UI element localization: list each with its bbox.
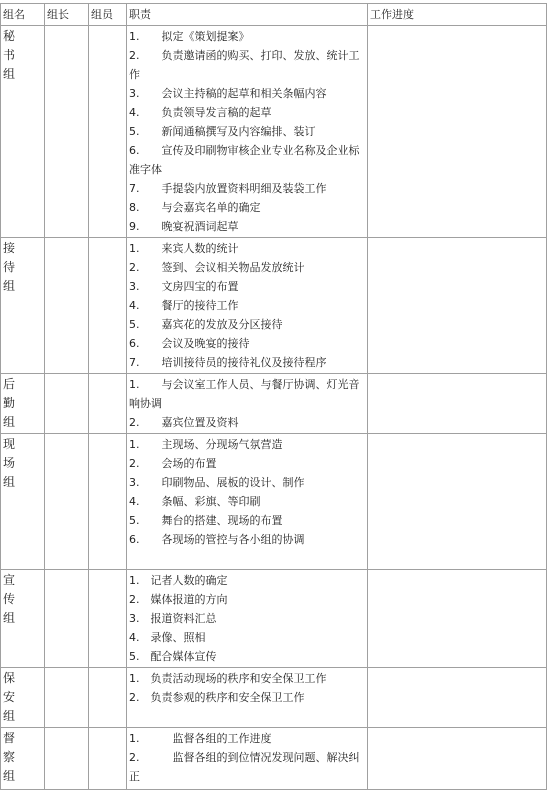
member-cell bbox=[89, 374, 127, 434]
duty-item: 4. 条幅、彩旗、等印刷 bbox=[129, 495, 261, 508]
duties-cell bbox=[127, 434, 368, 570]
duty-table bbox=[0, 3, 547, 790]
progress-cell bbox=[368, 374, 547, 434]
duty-item: 2. 签到、会议相关物品发放统计 bbox=[129, 261, 305, 274]
duty-item: 1. 记者人数的确定 bbox=[129, 574, 228, 587]
group-name-cell bbox=[1, 26, 45, 238]
table-row bbox=[1, 728, 547, 790]
table-row bbox=[1, 434, 547, 570]
duty-item: 4. 餐厅的接待工作 bbox=[129, 299, 239, 312]
leader-cell bbox=[45, 434, 89, 570]
duty-item: 5. 舞台的搭建、现场的布置 bbox=[129, 514, 283, 527]
leader-cell bbox=[45, 728, 89, 790]
progress-cell bbox=[368, 728, 547, 790]
duties-cell bbox=[127, 26, 368, 238]
duty-item: 2. 会场的布置 bbox=[129, 457, 217, 470]
duty-item: 8. 与会嘉宾名单的确定 bbox=[129, 201, 261, 214]
progress-cell bbox=[368, 570, 547, 668]
duties-cell bbox=[127, 374, 368, 434]
duty-item: 9. 晚宴祝酒词起草 bbox=[129, 220, 239, 233]
group-name: 接待组 bbox=[3, 241, 16, 293]
duty-item: 2. 监督各组的到位情况发现问题、解决纠正 bbox=[129, 751, 360, 783]
group-name-cell bbox=[1, 238, 45, 374]
group-name: 秘书组 bbox=[3, 29, 16, 81]
header-leader: 组长 bbox=[45, 4, 89, 26]
duty-item: 1. 来宾人数的统计 bbox=[129, 242, 239, 255]
progress-cell bbox=[368, 434, 547, 570]
duties-cell bbox=[127, 668, 368, 728]
duty-item: 2. 嘉宾位置及资料 bbox=[129, 416, 239, 429]
duty-item: 2. 媒体报道的方向 bbox=[129, 593, 228, 606]
duty-item: 5. 嘉宾花的发放及分区接待 bbox=[129, 318, 283, 331]
duty-item: 3. 印刷物品、展板的设计、制作 bbox=[129, 476, 305, 489]
duties-cell bbox=[127, 570, 368, 668]
group-name: 现场组 bbox=[3, 437, 16, 489]
duty-item: 3. 报道资料汇总 bbox=[129, 612, 217, 625]
duty-item: 1. 拟定《策划提案》 bbox=[129, 30, 250, 43]
table-row bbox=[1, 374, 547, 434]
group-name-cell bbox=[1, 374, 45, 434]
leader-cell bbox=[45, 374, 89, 434]
duty-item: 1. 监督各组的工作进度 bbox=[129, 732, 272, 745]
duty-item: 7. 培训接待员的接待礼仪及接待程序 bbox=[129, 356, 327, 369]
member-cell bbox=[89, 570, 127, 668]
table-row bbox=[1, 26, 547, 238]
duty-item: 3. 文房四宝的布置 bbox=[129, 280, 239, 293]
duty-item: 1. 与会议室工作人员、与餐厅协调、灯光音响协调 bbox=[129, 378, 360, 410]
duty-item: 3. 会议主持稿的起草和相关条幅内容 bbox=[129, 87, 327, 100]
leader-cell bbox=[45, 570, 89, 668]
duty-item: 2. 负责邀请函的购买、打印、发放、统计工作 bbox=[129, 49, 360, 81]
group-name-cell bbox=[1, 570, 45, 668]
duty-item: 7. 手提袋内放置资料明细及装袋工作 bbox=[129, 182, 327, 195]
header-progress: 工作进度 bbox=[368, 4, 547, 26]
group-name: 宣传组 bbox=[3, 573, 16, 625]
member-cell bbox=[89, 26, 127, 238]
duty-item: 2. 负责参观的秩序和安全保卫工作 bbox=[129, 691, 305, 704]
progress-cell bbox=[368, 238, 547, 374]
progress-cell bbox=[368, 26, 547, 238]
duty-item: 4. 负责领导发言稿的起草 bbox=[129, 106, 272, 119]
group-name-cell bbox=[1, 434, 45, 570]
duty-item: 6. 宣传及印刷物审核企业专业名称及企业标准字体 bbox=[129, 144, 360, 176]
duty-item: 6. 各现场的管控与各小组的协调 bbox=[129, 533, 305, 546]
leader-cell bbox=[45, 238, 89, 374]
progress-cell bbox=[368, 668, 547, 728]
duty-item: 6. 会议及晚宴的接待 bbox=[129, 337, 250, 350]
group-name: 保安组 bbox=[3, 671, 16, 723]
duty-item: 1. 主现场、分现场气氛营造 bbox=[129, 438, 283, 451]
leader-cell bbox=[45, 26, 89, 238]
table-row bbox=[1, 238, 547, 374]
group-name: 督察组 bbox=[3, 731, 16, 783]
duty-item: 5. 新闻通稿撰写及内容编排、装订 bbox=[129, 125, 316, 138]
duties-cell bbox=[127, 238, 368, 374]
header-duties: 职责 bbox=[127, 4, 368, 26]
duty-body bbox=[1, 26, 547, 790]
member-cell bbox=[89, 668, 127, 728]
duty-item: 5. 配合媒体宣传 bbox=[129, 650, 217, 663]
header-row bbox=[1, 4, 547, 26]
table-row bbox=[1, 570, 547, 668]
member-cell bbox=[89, 728, 127, 790]
duties-cell bbox=[127, 728, 368, 790]
duty-item: 4. 录像、照相 bbox=[129, 631, 206, 644]
member-cell bbox=[89, 238, 127, 374]
duty-item: 1. 负责活动现场的秩序和安全保卫工作 bbox=[129, 672, 327, 685]
group-name: 后勤组 bbox=[3, 377, 16, 429]
header-group: 组名 bbox=[1, 4, 45, 26]
group-name-cell bbox=[1, 728, 45, 790]
group-name-cell bbox=[1, 668, 45, 728]
leader-cell bbox=[45, 668, 89, 728]
member-cell bbox=[89, 434, 127, 570]
table-row bbox=[1, 668, 547, 728]
header-member: 组员 bbox=[89, 4, 127, 26]
